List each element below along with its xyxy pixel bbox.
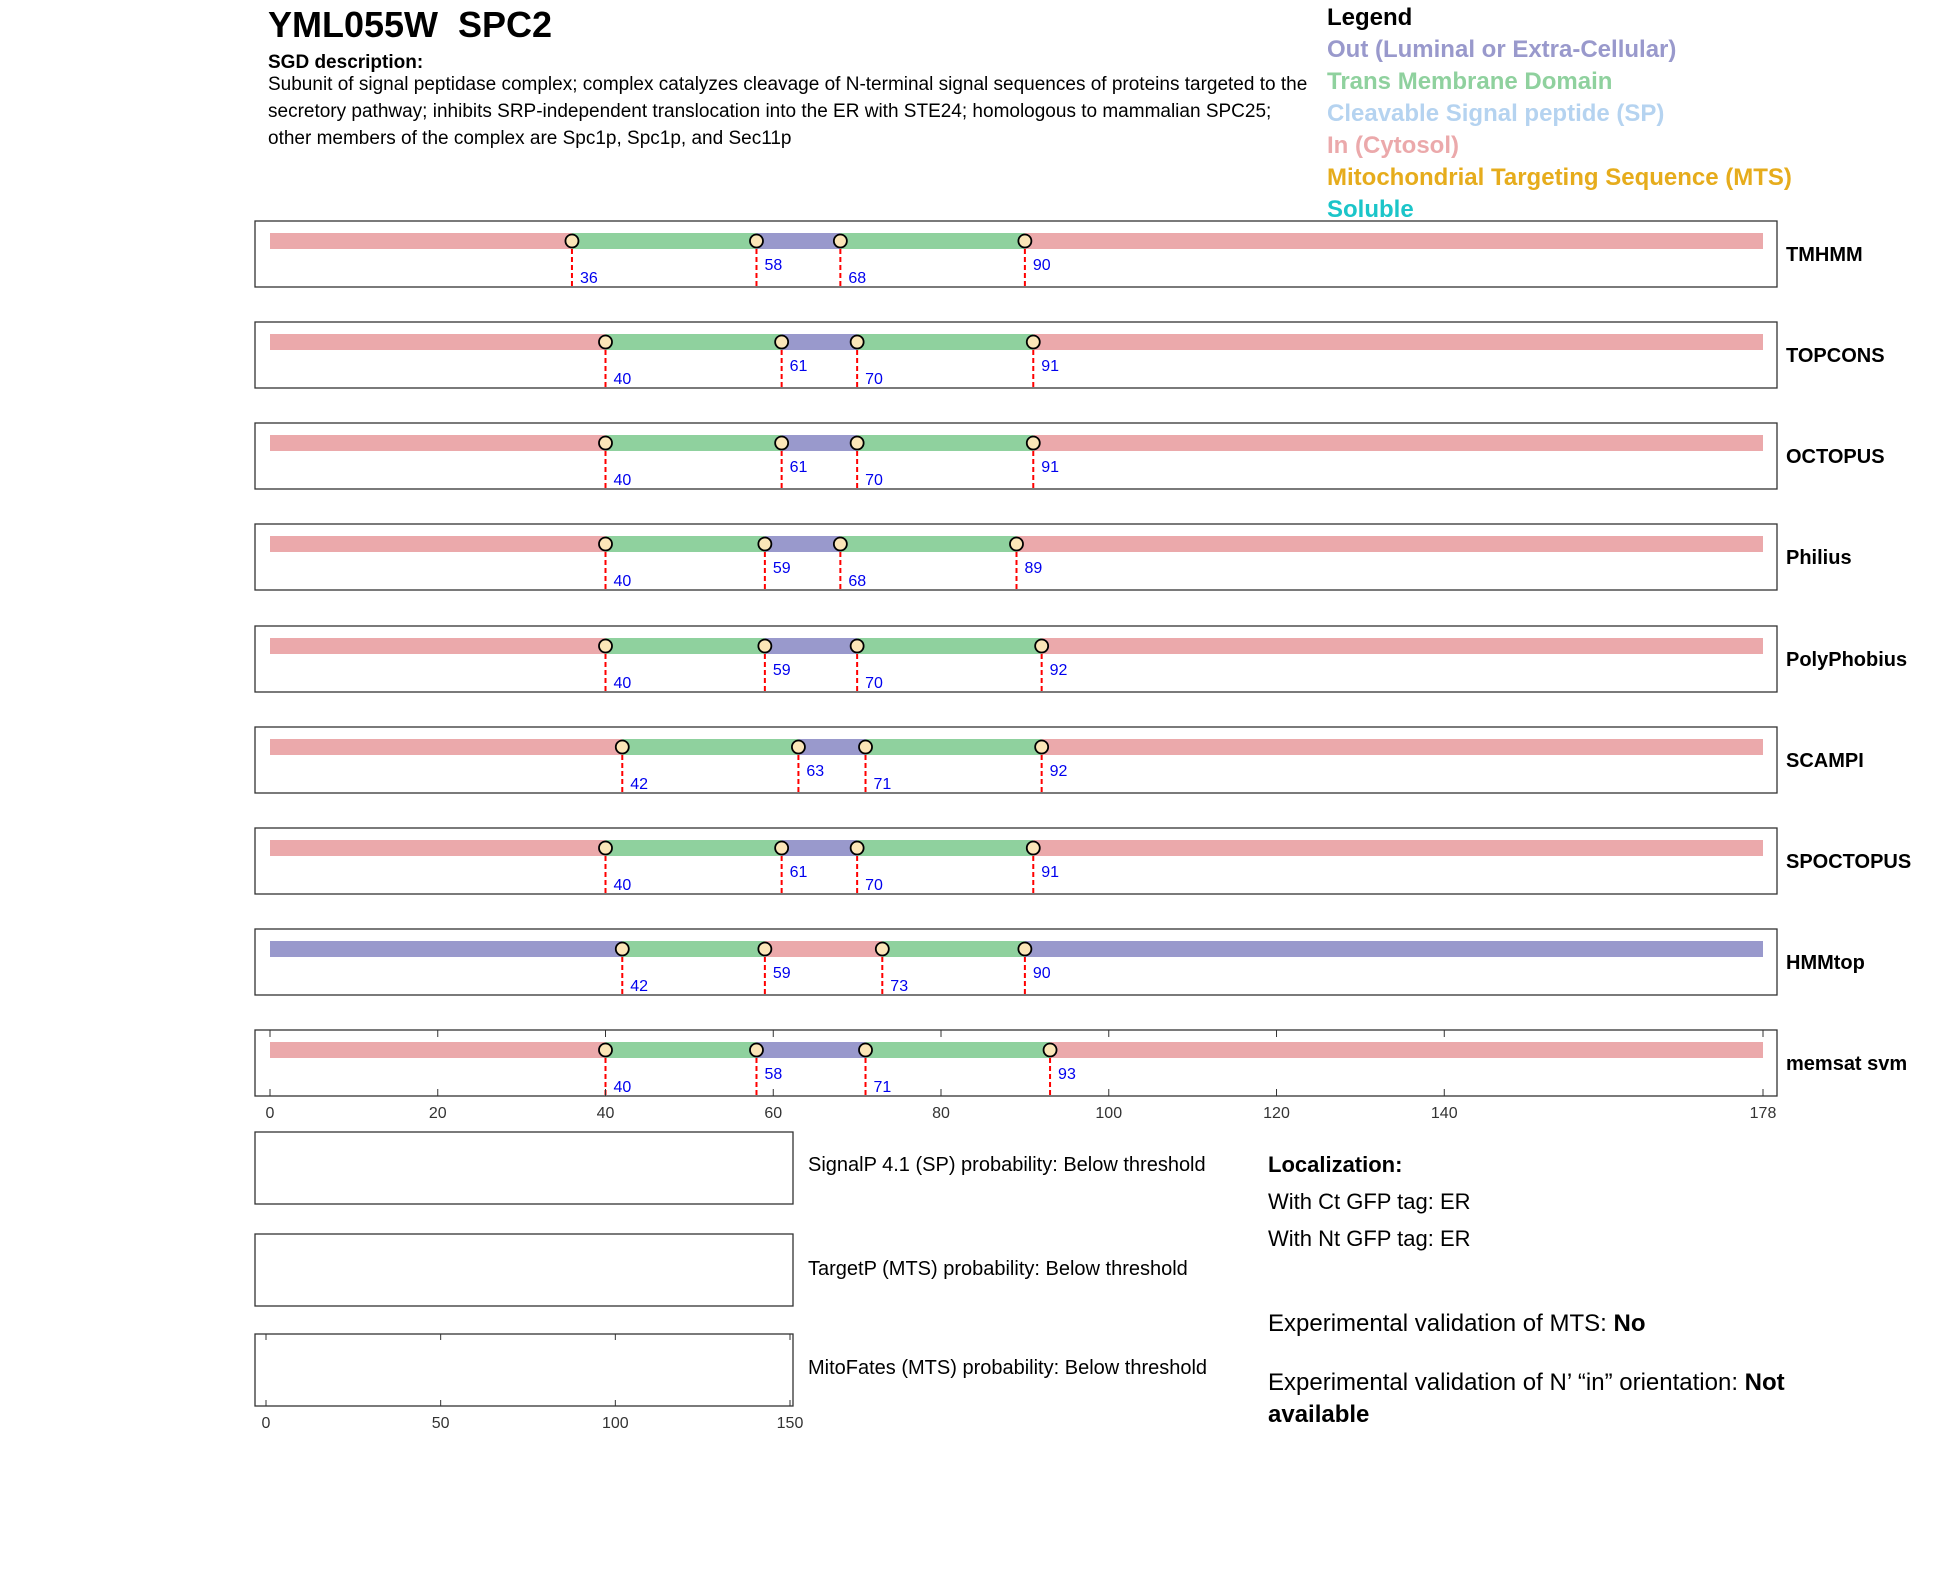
boundary-marker xyxy=(775,842,788,855)
x-tick-label: 40 xyxy=(596,1105,615,1122)
topology-segment xyxy=(1042,638,1763,654)
boundary-marker xyxy=(1018,235,1031,248)
predictor-label: OCTOPUS xyxy=(1786,446,1885,468)
topology-segment xyxy=(1042,739,1763,755)
topology-segment xyxy=(1033,840,1763,856)
predictor-label: SPOCTOPUS xyxy=(1786,851,1912,873)
boundary-label: 91 xyxy=(1041,864,1060,881)
boundary-marker xyxy=(599,437,612,450)
boundary-marker xyxy=(599,336,612,349)
boundary-marker xyxy=(851,336,864,349)
legend-item-tm: Trans Membrane Domain xyxy=(1327,68,1613,95)
localization-nt: With Nt GFP tag: ER xyxy=(1268,1226,1471,1251)
boundary-label: 59 xyxy=(772,662,791,679)
topology-segment xyxy=(756,1042,865,1058)
boundary-label: 91 xyxy=(1041,358,1060,375)
predictor-label: memsat svm xyxy=(1786,1053,1908,1075)
topology-segment xyxy=(882,941,1025,957)
experimental-orientation-label: Experimental validation of N’ “in” orientation: xyxy=(1268,1369,1745,1396)
boundary-marker xyxy=(599,640,612,653)
topology-segment xyxy=(606,638,765,654)
probability-tick-label: 0 xyxy=(261,1415,271,1432)
predictor-label: SCAMPI xyxy=(1786,750,1864,772)
topology-segment xyxy=(606,334,782,350)
x-tick-label: 140 xyxy=(1430,1105,1458,1122)
topology-segment xyxy=(857,334,1033,350)
topology-segment xyxy=(270,334,606,350)
legend-item-soluble: Soluble xyxy=(1327,196,1414,223)
predictor-track xyxy=(255,929,1865,995)
boundary-label: 40 xyxy=(613,573,632,590)
boundary-label: 63 xyxy=(806,763,825,780)
boundary-marker xyxy=(775,437,788,450)
topology-segment xyxy=(857,840,1033,856)
signalp-probability-text: SignalP 4.1 (SP) probability: Below threshold xyxy=(808,1154,1206,1176)
localization-ct: With Ct GFP tag: ER xyxy=(1268,1189,1471,1214)
boundary-label: 40 xyxy=(613,472,632,489)
boundary-label: 36 xyxy=(579,270,598,287)
experimental-mts-value: No xyxy=(1613,1310,1646,1337)
boundary-marker xyxy=(876,943,889,956)
topology-segment xyxy=(270,233,572,249)
track-frame xyxy=(255,221,1777,287)
sgd-description-heading: SGD description: xyxy=(268,52,424,73)
track-frame xyxy=(255,828,1777,894)
topology-segment xyxy=(622,739,798,755)
boundary-marker xyxy=(758,538,771,551)
experimental-orientation xyxy=(1268,1367,1888,1431)
mitofates-probability-box xyxy=(255,1334,793,1406)
predictor-track xyxy=(255,626,1907,692)
topology-segment xyxy=(270,435,606,451)
track-frame xyxy=(255,423,1777,489)
legend-title: Legend xyxy=(1327,4,1413,31)
boundary-marker xyxy=(1010,538,1023,551)
probability-tick-label: 150 xyxy=(776,1415,804,1432)
predictor-track xyxy=(255,221,1863,287)
boundary-label: 68 xyxy=(848,573,867,590)
predictor-label: HMMtop xyxy=(1786,952,1865,974)
x-tick-label: 178 xyxy=(1749,1105,1777,1122)
topology-segment xyxy=(765,638,857,654)
boundary-marker xyxy=(851,640,864,653)
boundary-label: 42 xyxy=(630,776,649,793)
signalp-probability-box xyxy=(255,1132,793,1204)
boundary-label: 61 xyxy=(789,864,808,881)
boundary-marker xyxy=(834,235,847,248)
topology-segment xyxy=(606,435,782,451)
boundary-marker xyxy=(834,538,847,551)
legend-item-in: In (Cytosol) xyxy=(1327,132,1459,159)
x-tick-label: 100 xyxy=(1095,1105,1123,1122)
track-frame xyxy=(255,626,1777,692)
topology-segment xyxy=(782,334,857,350)
boundary-label: 61 xyxy=(789,358,808,375)
topology-segment xyxy=(1017,536,1764,552)
track-frame xyxy=(255,929,1777,995)
predictor-track xyxy=(255,524,1852,590)
boundary-label: 70 xyxy=(865,675,883,692)
boundary-marker xyxy=(792,741,805,754)
boundary-label: 42 xyxy=(630,978,649,995)
predictor-track xyxy=(255,322,1885,388)
boundary-label: 68 xyxy=(848,270,867,287)
predictor-track xyxy=(255,1030,1907,1096)
experimental-mts-label: Experimental validation of MTS: xyxy=(1268,1310,1614,1337)
boundary-marker xyxy=(1018,943,1031,956)
boundary-marker xyxy=(616,943,629,956)
legend-item-mts: Mitochondrial Targeting Sequence (MTS) xyxy=(1327,164,1792,191)
boundary-marker xyxy=(1027,336,1040,349)
boundary-marker xyxy=(1027,437,1040,450)
topology-segment xyxy=(840,536,1016,552)
x-tick-label: 20 xyxy=(428,1105,447,1122)
topology-segment xyxy=(866,739,1042,755)
topology-segment xyxy=(1025,233,1763,249)
boundary-label: 70 xyxy=(865,472,883,489)
boundary-label: 92 xyxy=(1049,662,1068,679)
boundary-marker xyxy=(599,1044,612,1057)
probability-tick-label: 50 xyxy=(431,1415,450,1432)
mitofates-probability-text: MitoFates (MTS) probability: Below threshold xyxy=(808,1357,1208,1379)
boundary-marker xyxy=(599,538,612,551)
boundary-label: 70 xyxy=(865,371,883,388)
boundary-label: 59 xyxy=(772,560,791,577)
probability-tick-label: 100 xyxy=(601,1415,629,1432)
predictor-label: TOPCONS xyxy=(1786,345,1885,367)
topology-segment xyxy=(606,536,765,552)
x-tick-label: 0 xyxy=(265,1105,275,1122)
boundary-label: 40 xyxy=(613,675,632,692)
boundary-label: 61 xyxy=(789,459,808,476)
topology-segment xyxy=(270,941,622,957)
boundary-marker xyxy=(775,336,788,349)
boundary-marker xyxy=(1035,640,1048,653)
boundary-label: 91 xyxy=(1041,459,1060,476)
topology-segment xyxy=(606,840,782,856)
legend-item-sp: Cleavable Signal peptide (SP) xyxy=(1327,100,1665,127)
topology-segment xyxy=(572,233,757,249)
boundary-label: 70 xyxy=(865,877,883,894)
x-tick-label: 60 xyxy=(764,1105,783,1122)
topology-segment xyxy=(1033,334,1763,350)
topology-segment xyxy=(782,435,857,451)
boundary-marker xyxy=(1035,741,1048,754)
track-frame xyxy=(255,727,1777,793)
topology-segment xyxy=(798,739,865,755)
boundary-label: 92 xyxy=(1049,763,1068,780)
topology-segment xyxy=(840,233,1025,249)
boundary-label: 90 xyxy=(1032,257,1051,274)
experimental-orientation-value: Not available xyxy=(1268,1369,1785,1428)
boundary-label: 71 xyxy=(873,1079,892,1096)
boundary-marker xyxy=(616,741,629,754)
predictor-track xyxy=(255,727,1864,793)
topology-segment xyxy=(270,840,606,856)
boundary-marker xyxy=(1044,1044,1057,1057)
boundary-label: 90 xyxy=(1032,965,1051,982)
topology-segment xyxy=(1025,941,1763,957)
boundary-marker xyxy=(1027,842,1040,855)
predictor-track xyxy=(255,828,1911,894)
boundary-label: 73 xyxy=(890,978,909,995)
topology-segment xyxy=(857,638,1042,654)
topology-segment xyxy=(270,536,606,552)
boundary-marker xyxy=(565,235,578,248)
topology-segment xyxy=(1033,435,1763,451)
predictor-track xyxy=(255,423,1885,489)
boundary-label: 93 xyxy=(1058,1066,1076,1083)
boundary-marker xyxy=(750,1044,763,1057)
topology-segment xyxy=(765,536,840,552)
track-frame xyxy=(255,1030,1777,1096)
targetp-probability-box xyxy=(255,1234,793,1306)
boundary-label: 89 xyxy=(1024,560,1043,577)
track-frame xyxy=(255,322,1777,388)
topology-segment xyxy=(857,435,1033,451)
x-tick-label: 120 xyxy=(1263,1105,1290,1122)
boundary-label: 71 xyxy=(873,776,892,793)
boundary-marker xyxy=(851,842,864,855)
boundary-marker xyxy=(758,943,771,956)
legend-item-out: Out (Luminal or Extra-Cellular) xyxy=(1327,36,1677,63)
boundary-marker xyxy=(859,741,872,754)
boundary-label: 40 xyxy=(613,877,632,894)
boundary-label: 58 xyxy=(764,1066,783,1083)
topology-segment xyxy=(270,1042,606,1058)
boundary-label: 40 xyxy=(613,371,632,388)
boundary-marker xyxy=(859,1044,872,1057)
topology-segment xyxy=(1050,1042,1763,1058)
gene-title: YML055W SPC2 xyxy=(268,4,553,45)
boundary-label: 59 xyxy=(772,965,791,982)
predictor-label: TMHMM xyxy=(1786,244,1863,266)
boundary-marker xyxy=(750,235,763,248)
topology-segment xyxy=(606,1042,757,1058)
topology-segment xyxy=(270,638,606,654)
topology-segment xyxy=(622,941,765,957)
predictor-label: Philius xyxy=(1786,547,1852,569)
x-tick-label: 80 xyxy=(932,1105,950,1122)
boundary-marker xyxy=(851,437,864,450)
boundary-label: 40 xyxy=(613,1079,632,1096)
sgd-description-text: Subunit of signal peptidase complex; complex catalyzes cleavage of N-terminal signal sequences of proteins targeted to the secretory pathway; inhibits SRP-independent translocation into the ER with STE24; homologous to mammalian SPC25; other members of the complex are Spc1p, Spc1p, and Sec11p xyxy=(268,74,1308,149)
boundary-marker xyxy=(599,842,612,855)
topology-segment xyxy=(765,941,882,957)
topology-segment xyxy=(866,1042,1051,1058)
topology-segment xyxy=(782,840,857,856)
experimental-mts xyxy=(1268,1308,1888,1340)
topology-segment xyxy=(756,233,840,249)
targetp-probability-text: TargetP (MTS) probability: Below threshold xyxy=(808,1258,1188,1280)
predictor-label: PolyPhobius xyxy=(1786,649,1908,671)
boundary-label: 58 xyxy=(764,257,783,274)
boundary-marker xyxy=(758,640,771,653)
topology-segment xyxy=(270,739,622,755)
localization-heading: Localization: xyxy=(1268,1152,1403,1177)
